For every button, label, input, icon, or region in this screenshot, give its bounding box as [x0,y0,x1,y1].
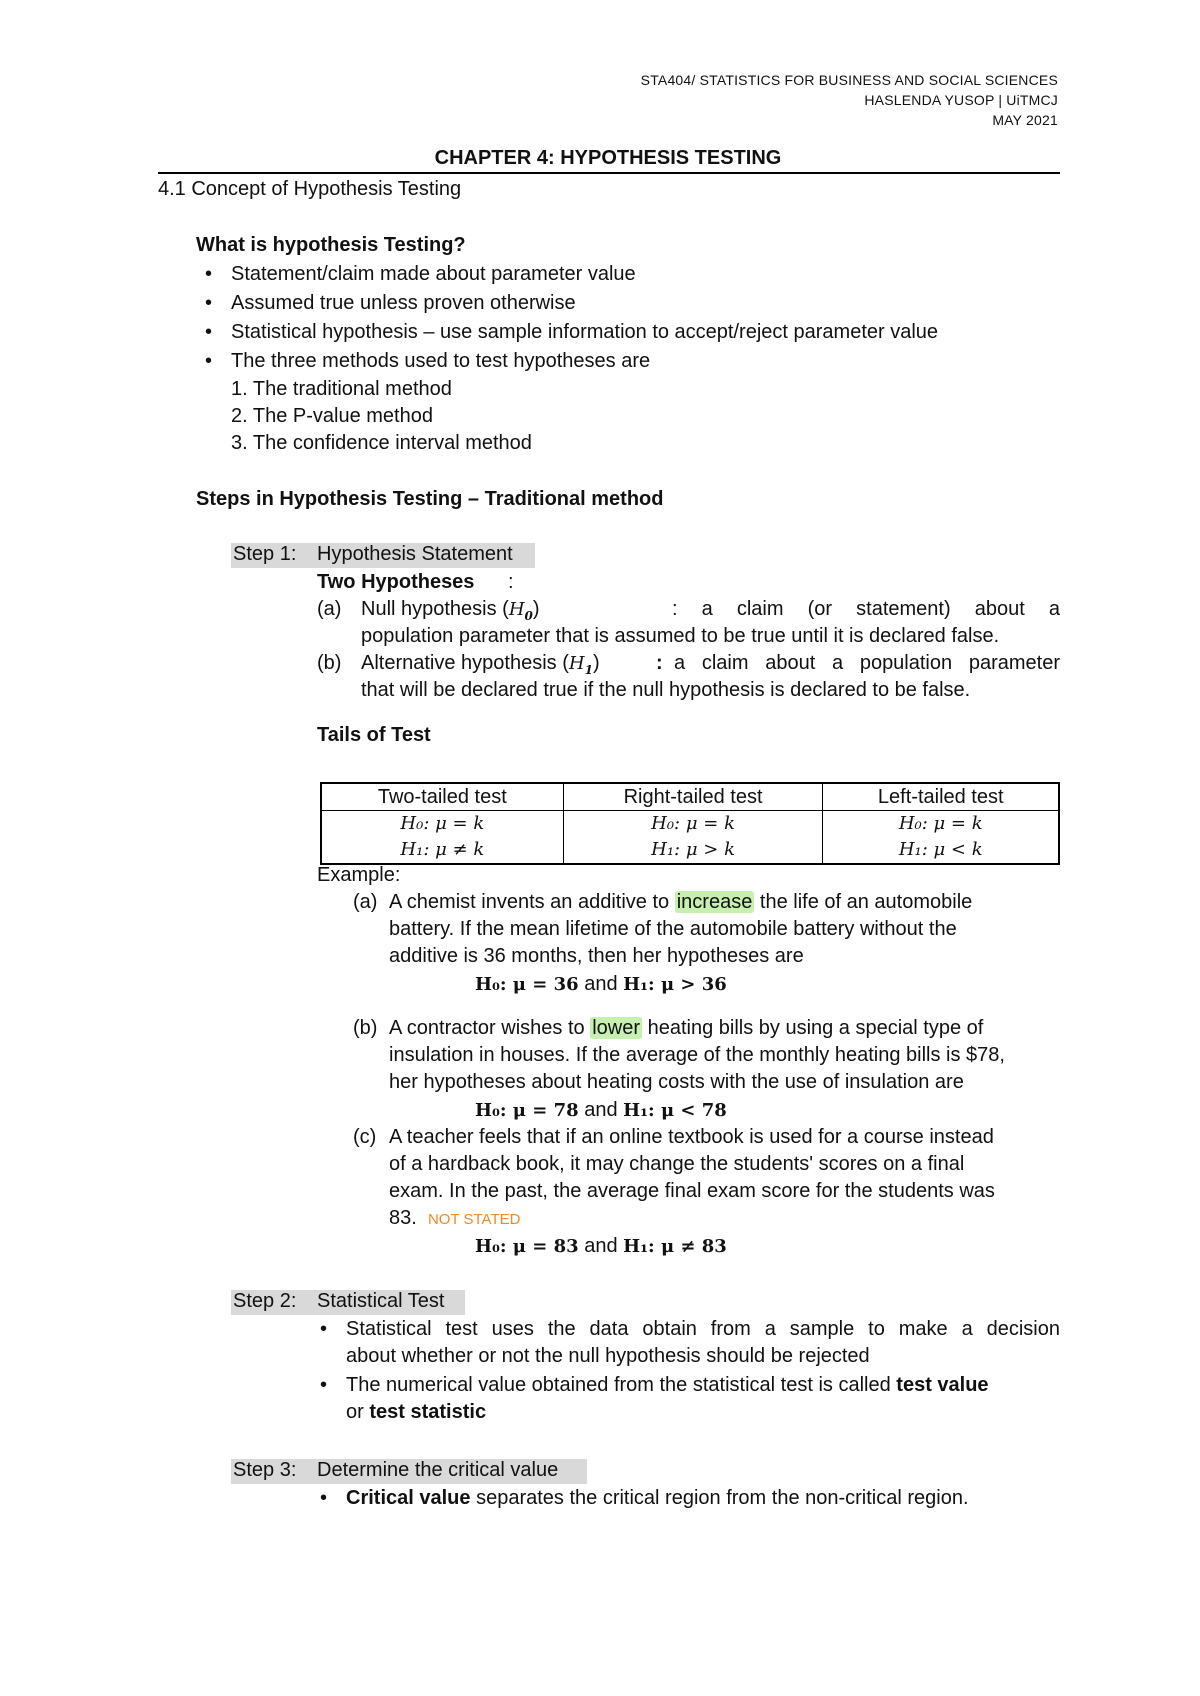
step2-title: Statistical Test [317,1290,445,1312]
example-c-line1: A teacher feels that if an online textbook is used for a course instead [389,1126,994,1148]
example-a-marker: (a) [353,891,378,913]
header-author: HASLENDA YUSOP | UiTMCJ [864,92,1058,108]
alt-hypothesis-desc: a claim about a population parameter [674,652,1060,674]
tails-col-header: Two-tailed test [321,783,563,811]
method-item: 1. The traditional method [231,378,452,400]
null-hypothesis-desc-2: population parameter that is assumed to be true until it is declared false. [361,625,1000,647]
step1-title: Hypothesis Statement [317,543,513,565]
method-item: 3. The confidence interval method [231,432,532,454]
example-c-marker: (c) [353,1126,377,1148]
what-is-heading: What is hypothesis Testing? [196,234,466,256]
step2-bullet-1: • Statistical test uses the data obtain from a sample to make a decision [346,1318,1060,1341]
tails-col-header: Right-tailed test [563,783,823,811]
step3-label: Step 3: [233,1459,297,1481]
null-hypothesis-label: Null hypothesis $(H_0)$ [361,598,540,623]
highlight-increase: increase [676,891,753,913]
example-b-line2: insulation in houses. If the average of the monthly heating bills is $78, [389,1044,1005,1066]
example-b-hypotheses: H₀: μ = 78 and H₁: μ < 78 [475,1099,727,1121]
header-date: MAY 2021 [992,112,1058,128]
example-label: Example: [317,864,401,886]
example-c-line4: 83. NOT STATED [389,1207,521,1229]
step2-bullet-2: • The numerical value obtained from the statistical test is called test value [346,1374,989,1397]
tails-col-header: Left-tailed test [823,783,1059,811]
list-item: • The three methods used to test hypotheses are [231,350,650,373]
example-c-line3: exam. In the past, the average final exam score for the students was [389,1180,995,1202]
tails-heading: Tails of Test [317,724,431,746]
example-a-line3: additive is 36 months, then her hypotheses are [389,945,804,967]
example-b-line1: A contractor wishes to lower heating bills by using a special type of [389,1017,984,1039]
tails-cell: H₀: μ = k H₁: μ < k [823,811,1059,865]
header-course: STA404/ STATISTICS FOR BUSINESS AND SOCIAL SCIENCES [640,72,1058,88]
highlight-lower: lower [592,1017,641,1039]
step3-title: Determine the critical value [317,1459,559,1481]
step1-label: Step 1: [233,543,297,565]
chapter-title: CHAPTER 4: HYPOTHESIS TESTING [434,147,782,169]
example-a-line2: battery. If the mean lifetime of the automobile battery without the [389,918,957,940]
not-stated-note: NOT STATED [427,1211,521,1228]
null-hypothesis-desc: : a claim (or statement) about a [672,598,1060,620]
null-marker: (a) [317,598,342,620]
alt-colon: : [656,652,663,674]
example-b-marker: (b) [353,1017,378,1039]
section-title: 4.1 Concept of Hypothesis Testing [158,178,462,200]
list-item: • Statistical hypothesis – use sample information to accept/reject parameter value [231,321,938,344]
method-item: 2. The P-value method [231,405,433,427]
alt-hypothesis-label: Alternative hypothesis $(H_1)$ [361,652,600,677]
step2-bullet-1-cont: about whether or not the null hypothesis should be rejected [346,1345,870,1367]
example-a-hypotheses: H₀: μ = 36 and H₁: μ > 36 [475,973,727,995]
list-item: • Assumed true unless proven otherwise [231,292,576,315]
tails-cell: H₀: μ = k H₁: μ > k [563,811,823,865]
tails-cell: H₀: μ = k H₁: μ ≠ k [321,811,563,865]
alt-marker: (b) [317,652,342,674]
example-a-line1: A chemist invents an additive to increase the life of an automobile [389,891,973,913]
step2-bullet-2-cont: or test statistic [346,1401,487,1423]
example-c-hypotheses: H₀: μ = 83 and H₁: μ ≠ 83 [475,1235,727,1257]
example-c-line2: of a hardback book, it may change the students' scores on a final [389,1153,965,1175]
two-hypotheses-heading: Two Hypotheses [317,571,475,593]
title-divider [158,172,1060,174]
step3-bullet-1: • Critical value separates the critical region from the non-critical region. [346,1487,969,1510]
two-hypotheses-colon: : [508,571,514,593]
tails-table [320,782,1060,865]
list-item: • Statement/claim made about parameter value [231,263,636,286]
example-b-line3: her hypotheses about heating costs with the use of insulation are [389,1071,964,1093]
step2-label: Step 2: [233,1290,297,1312]
alt-hypothesis-desc-2: that will be declared true if the null hypothesis is declared to be false. [361,679,971,701]
steps-heading: Steps in Hypothesis Testing – Traditional method [196,488,664,510]
